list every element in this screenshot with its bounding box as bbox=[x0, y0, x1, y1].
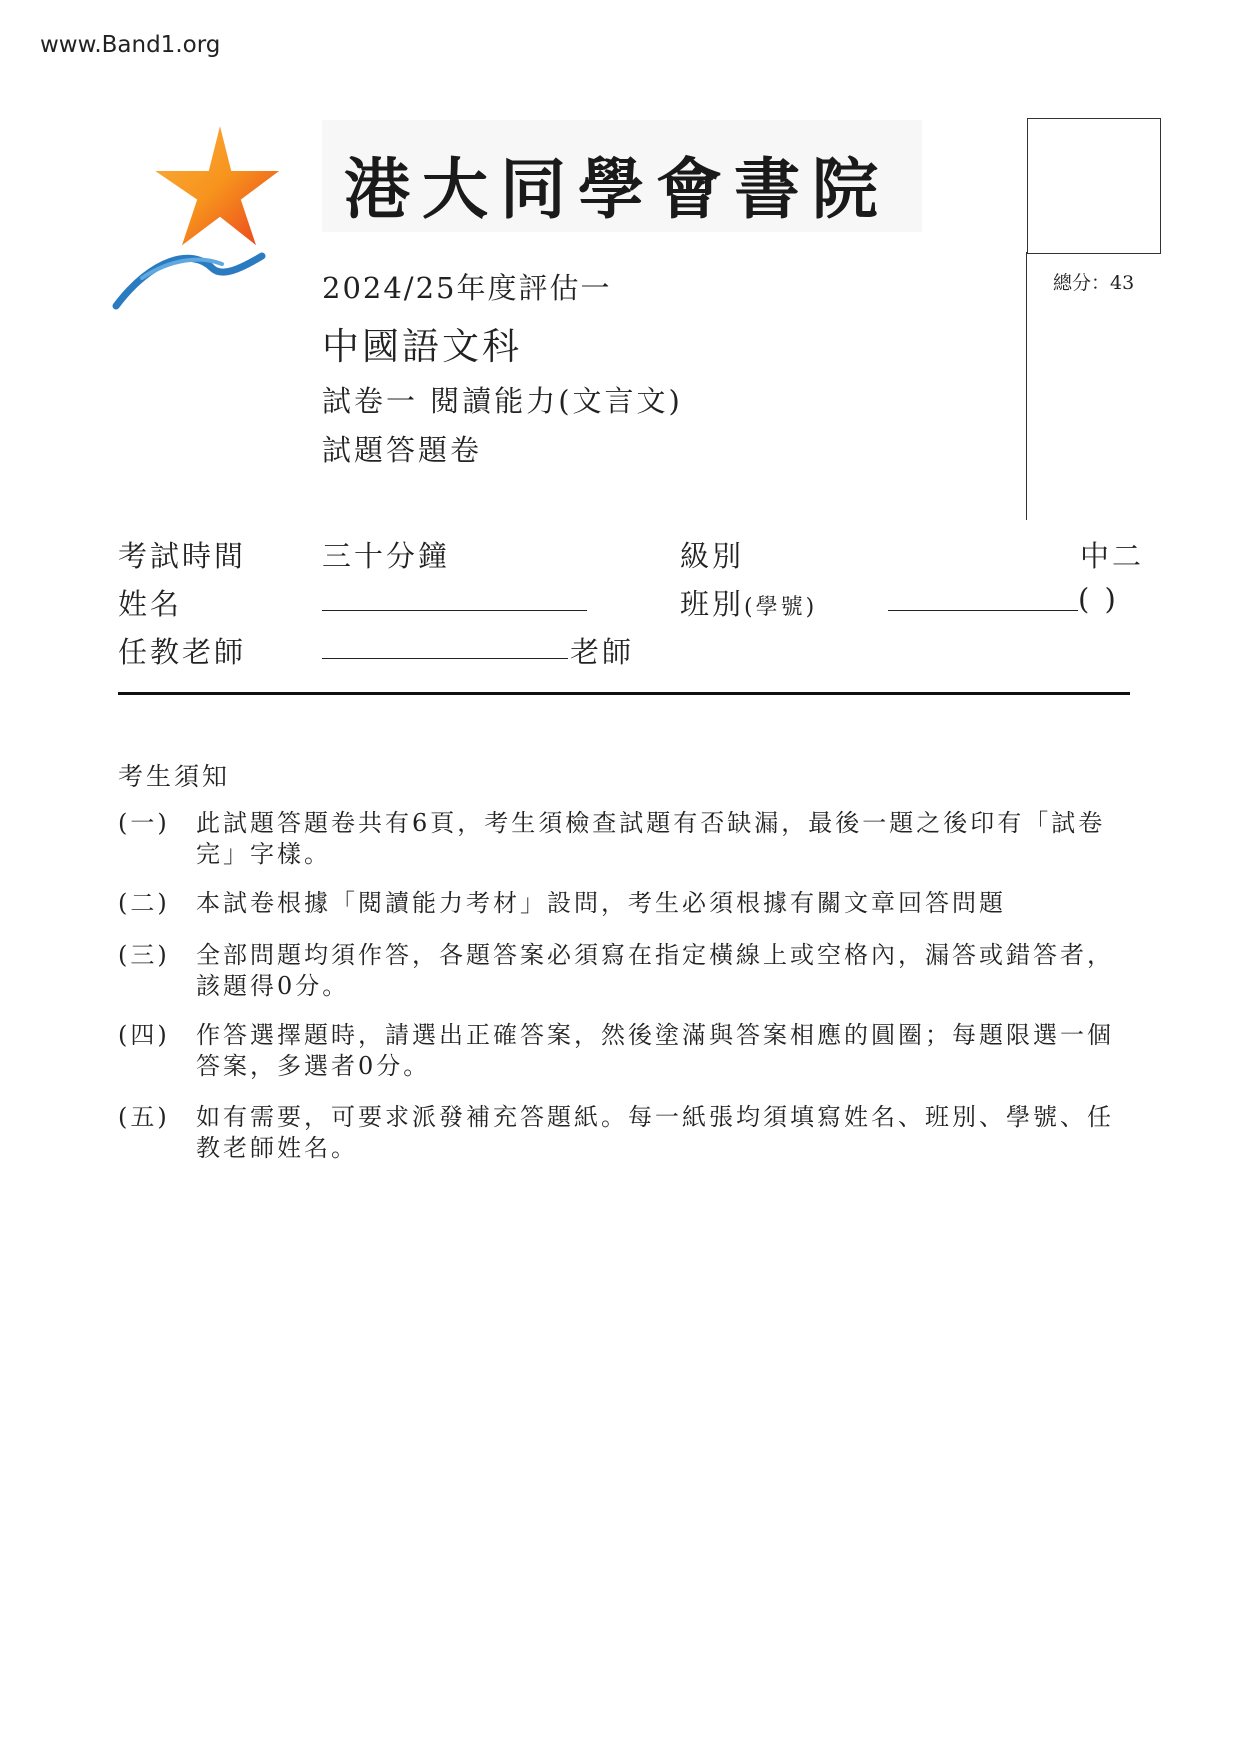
notice-item bbox=[118, 1102, 1128, 1164]
teacher-label: 任教老師 bbox=[118, 635, 247, 669]
exam-year: 2024/25年度評估一 bbox=[322, 271, 612, 305]
name-label: 姓名 bbox=[118, 587, 183, 621]
notice-item bbox=[118, 940, 1128, 1002]
booklet-title: 試題答題卷 bbox=[322, 433, 483, 467]
time-value: 三十分鐘 bbox=[322, 539, 451, 573]
class-number-label: (學號) bbox=[744, 595, 818, 620]
school-name: 港大同學會書院 bbox=[344, 150, 890, 228]
notice-number: (五) bbox=[118, 1103, 170, 1131]
class-label bbox=[680, 582, 817, 623]
notice-text: 作答選擇題時，請選出正確答案，然後塗滿與答案相應的圓圈；每題限選一個答案，多選者0分。 bbox=[196, 1021, 1114, 1080]
score-box bbox=[1027, 118, 1161, 254]
grade-label: 級別 bbox=[680, 539, 745, 573]
section-divider bbox=[118, 692, 1130, 695]
notice-number: (一) bbox=[118, 809, 170, 837]
paper-title: 試卷一 閱讀能力(文言文) bbox=[322, 384, 683, 418]
class-number-field[interactable]: ( ) bbox=[1078, 582, 1119, 616]
class-label-text: 班別 bbox=[680, 587, 745, 621]
star-icon bbox=[152, 122, 282, 248]
total-score: 總分：43 bbox=[1053, 272, 1135, 294]
notice-item bbox=[118, 808, 1128, 870]
notice-text: 全部問題均須作答，各題答案必須寫在指定橫線上或空格內，漏答或錯答者，該題得0分。 bbox=[196, 941, 1114, 1000]
notice-text: 此試題答題卷共有6頁，考生須檢查試題有否缺漏，最後一題之後印有「試卷完」字樣。 bbox=[196, 809, 1106, 868]
school-logo bbox=[112, 118, 282, 318]
swoosh-icon bbox=[116, 256, 262, 306]
teacher-field[interactable] bbox=[322, 628, 568, 659]
subject-title: 中國語文科 bbox=[322, 325, 522, 368]
notice-item bbox=[118, 1020, 1128, 1082]
name-field[interactable] bbox=[322, 580, 587, 611]
notice-item bbox=[118, 888, 1128, 919]
notice-text: 本試卷根據「閱讀能力考材」設問，考生必須根據有關文章回答問題 bbox=[196, 889, 1006, 917]
notice-heading: 考生須知 bbox=[118, 762, 231, 791]
notice-text: 如有需要，可要求派發補充答題紙。每一紙張均須填寫姓名、班別、學號、任教老師姓名。 bbox=[196, 1103, 1114, 1162]
time-label: 考試時間 bbox=[118, 539, 247, 573]
notice-number: (二) bbox=[118, 889, 170, 917]
score-box-divider bbox=[1026, 252, 1027, 520]
watermark-url: www.Band1.org bbox=[40, 32, 221, 58]
teacher-suffix: 老師 bbox=[570, 635, 635, 669]
notice-number: (三) bbox=[118, 941, 170, 969]
class-field[interactable] bbox=[888, 580, 1078, 611]
notice-number: (四) bbox=[118, 1021, 170, 1049]
grade-value: 中二 bbox=[1080, 539, 1145, 573]
